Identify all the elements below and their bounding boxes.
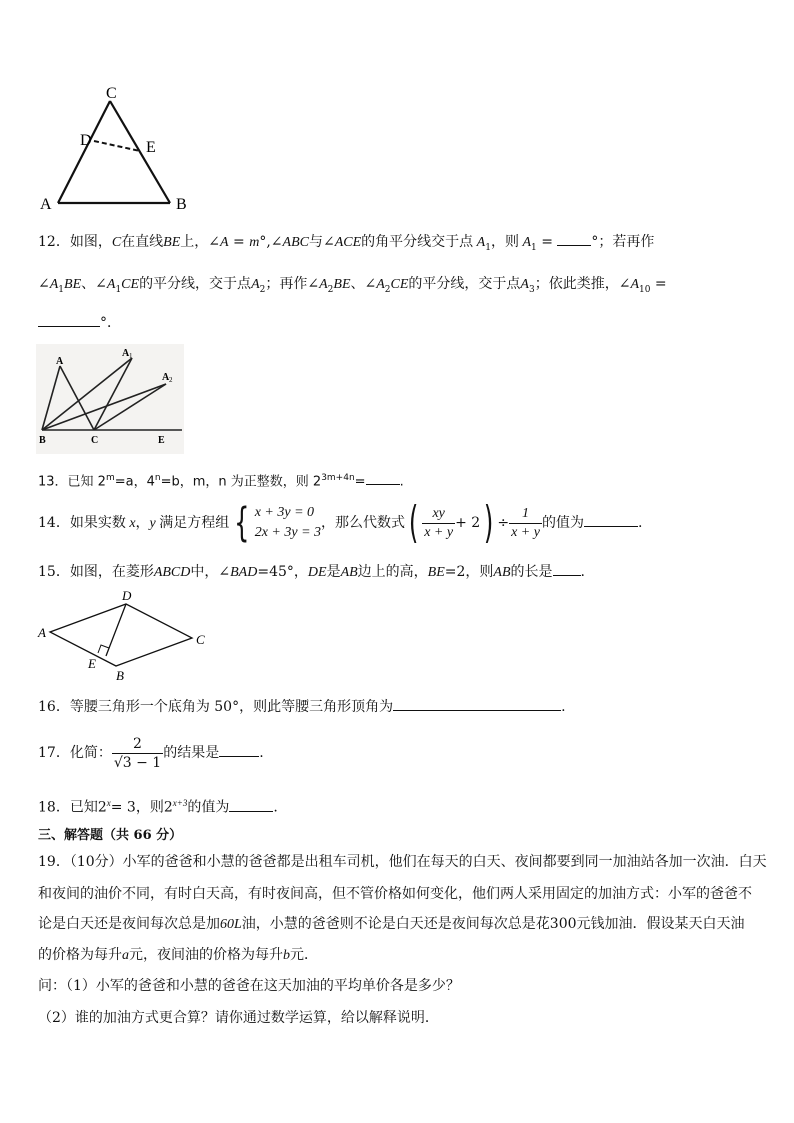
q18-math: 2 [163,799,173,816]
q18-math: 2 [97,799,107,816]
q14-text: 的值为 [541,515,584,531]
rhombus-abcd [50,604,192,666]
q15-text: 中，∠ [190,564,231,580]
q19-math: 300 [549,916,577,932]
q12-text: 的角平分线交于点 [361,234,474,250]
triangle-figure [36,85,196,215]
label-c: C [106,85,117,102]
answer-blank[interactable] [553,561,581,576]
q13-text: =a，4 [114,474,155,490]
q12-text: 在直线 [121,234,164,250]
q17-text: . [259,745,264,761]
answer-blank[interactable] [557,231,591,246]
label-a: A [56,356,64,367]
q15-text: =45°， [257,564,308,580]
q15-math: DE [307,565,327,580]
angle-bisector-figure [36,344,184,454]
q18-sup: x+3 [172,798,188,808]
label-c: C [91,435,99,446]
label-d: D [122,588,132,603]
q16 [38,696,566,717]
q12-line2: $\angle A_1BE$、$\angle A_1CE$的平分线，交于点$A_2$；再作$\angle A_2BE$、$\angle A_2CE$的平分线，交于点$A_3$；依此类推，$\angle A_{10}$ = [38,276,667,295]
q15-text: . [580,564,585,580]
q19-text: 的价格为每升 [38,947,122,963]
q15-text: 的长是 [510,564,553,580]
rhombus-figure [36,586,216,682]
q14: 14．如果实数 x，y 满足方程组 { x + 3y = 0 2x + 3y = 3 ，那么代数式( $\frac{xy}{x + y}$ + 2) ÷ $\frac{1}{x + y}$ 的值为 . [38,497,643,548]
q13 [38,468,404,492]
label-d: D [80,132,92,149]
brace: { [234,500,250,546]
q12-sep: 、 [81,276,96,292]
q19-text: 论是白天还是夜间每次总是加 [38,916,220,932]
label-b: B [116,668,124,682]
label-a2: A [162,372,170,383]
q13-sup: n [154,473,161,483]
q14-text: 14．如果实数 [38,515,126,531]
q19-line2: 和夜间的油价不同，有时白天高，有时夜间高，但不管价格如何变化，他们两人采用固定的加油方式：小军的爸爸不 [38,886,752,902]
q19-text: 元，夜间油的价格为每升 [129,947,283,963]
q18-text: . [273,799,278,816]
q19-math: b [283,948,290,963]
side-cb [110,101,170,203]
q16-text: . [561,699,566,715]
q12-text: 与 [308,234,323,250]
q14-text: + 2 [455,515,481,531]
label-e: E [146,139,156,156]
q13-sup: 3m+4n [321,473,355,483]
q15-text: =2，则 [444,564,494,580]
q12-text: °；若再作 [591,234,655,250]
label-a: A [40,196,52,213]
q12-text: 的平分线，交于点 [139,276,252,292]
label-b: B [176,196,187,213]
label-e: E [88,656,96,671]
answer-blank[interactable] [229,797,273,812]
section-heading: 三、解答题（共 66 分） [38,828,183,843]
q19-math: a [122,948,129,963]
q17-text: 17．化简： [38,745,112,761]
q12-text: ，则 [490,234,519,250]
q18-sup: x [106,798,111,808]
q12-sep: 、 [350,276,365,292]
answer-blank[interactable] [219,742,259,757]
q18-text: = 3，则 [110,799,164,816]
equation-system: x + 3y = 0 2x + 3y = 3 [254,505,322,540]
q19-text: 元钱加油．假设某天白天油 [576,916,745,932]
label-a: A [38,625,46,640]
q15-math: ABCD [153,565,191,580]
side-ca [58,101,110,203]
q15-math: AB [340,565,358,580]
q13-text: 13．已知 2 [38,474,106,490]
label-b: B [39,435,46,446]
answer-blank[interactable] [366,470,400,485]
answer-blank[interactable] [584,512,638,527]
q18-text: 18．已知 [38,799,98,816]
q16-text: 16．等腰三角形一个底角为 50°，则此等腰三角形顶角为 [38,699,394,715]
q14-text: ，那么代数式 [321,515,406,531]
q19-line1: 19．（10分）小军的爸爸和小慧的爸爸都是出租车司机，他们在每天的白天、夜间都要到同一加油站各加一次油．白天 [38,854,767,870]
q12-text: 上， [180,234,209,250]
segment-de [94,141,140,151]
label-a2-sub: 2 [169,376,173,384]
q13-sup: m [105,473,115,483]
q15-text: 是 [326,564,341,580]
q19-line3 [38,914,745,935]
q19-line4 [38,945,318,966]
left-paren: ( [408,497,419,548]
fraction-sqrt: $\frac{2}{√3 - 1}$ [113,735,162,771]
q18-text: 的值为 [187,799,230,816]
q19-math: 60L [220,917,242,932]
q15 [38,561,585,583]
q13-text: . [399,474,404,490]
q15-math: BE [427,565,445,580]
q14-text: ， [135,515,150,531]
q14-text: 满足方程组 [159,515,230,531]
q18 [38,793,278,818]
q15-math: BAD [230,565,258,580]
height-de [106,604,126,656]
q17 [38,730,264,776]
q12-line3 [38,312,121,333]
q12-text: 12．如图， [38,234,112,250]
q12-text: 的平分线，交于点 [408,276,521,292]
right-paren: ) [484,497,494,548]
q13-text: =b，m，n 为正整数，则 2 [160,474,322,490]
q19-text: 油，小慧的爸爸则不论是白天还是夜间每次总是花 [241,916,550,932]
label-c: C [196,632,205,647]
q12-text: ；再作 [265,276,308,292]
q19-line6: （2）谁的加油方式更合算？请你通过数学运算，给以解释说明． [38,1010,439,1026]
q13-text: = [354,474,366,490]
q19-text: 元． [290,947,318,963]
q15-text: 边上的高， [357,564,428,580]
fraction-1: $\frac{1}{x + y}$ [511,505,540,540]
label-a1: A [122,348,130,359]
q12-text: ；依此类推， [534,276,619,292]
q15-math: AB [493,565,511,580]
fraction-xy: $\frac{xy}{x + y}$ [424,505,454,540]
q19-line5: 问：（1）小军的爸爸和小慧的爸爸在这天加油的平均单价各是多少？ [38,978,460,994]
label-e: E [158,435,165,446]
label-a1-sub: 1 [129,352,133,360]
q15-text: 15．如图，在菱形 [38,564,154,580]
q17-text: 的结果是 [163,745,220,761]
answer-blank[interactable] [393,696,561,711]
q12-text: °． [100,315,121,331]
q12-line1: 12．如图，C在直线BE上，∠A = m°,∠ABC与∠ACE的角平分线交于点 $A_1$，则 $A_1$ = °；若再作 [38,231,654,258]
q14-text: . [637,515,643,531]
q14-text: ÷ [497,515,510,531]
answer-blank[interactable] [38,312,100,327]
